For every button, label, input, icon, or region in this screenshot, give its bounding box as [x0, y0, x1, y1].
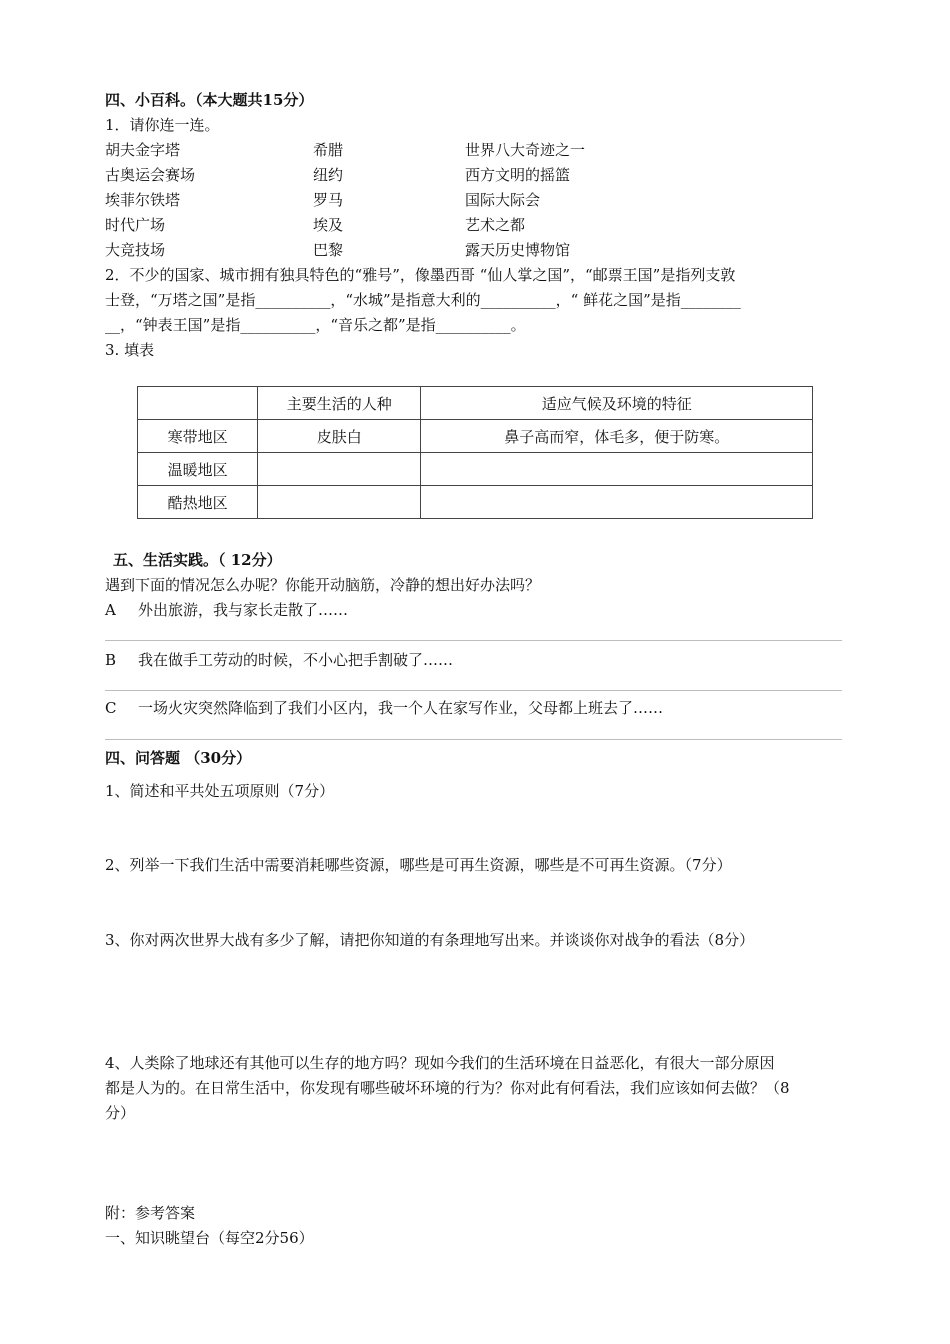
match-left-item: 时代广场: [105, 216, 166, 234]
question-4-line-1: 4、人类除了地球还有其他可以生存的地方吗？现如今我们的生活环境在日益恶化，有很大一部分原因: [105, 1054, 775, 1072]
table-cell: [258, 453, 421, 486]
race-climate-table: [137, 386, 813, 519]
match-left-item: 古奥运会赛场: [105, 166, 196, 184]
match-middle-item: 罗马: [313, 191, 344, 209]
table-cell: [258, 486, 421, 519]
option-text: 外出旅游，我与家长走散了……: [138, 601, 349, 619]
match-right-item: 露天历史博物馆: [465, 241, 571, 259]
table-header-cell: [138, 387, 258, 420]
question-2: 2、列举一下我们生活中需要消耗哪些资源，哪些是可再生资源，哪些是不可再生资源。（7分）: [105, 856, 732, 874]
match-left-item: 大竞技场: [105, 241, 166, 259]
table-cell: 鼻子高而窄，体毛多，便于防寒。: [421, 420, 813, 453]
table-cell: 温暖地区: [138, 453, 258, 486]
question-1: 1、简述和平共处五项原则（7分）: [105, 782, 335, 800]
table-row: [138, 453, 813, 486]
table-header-cell: 适应气候及环境的特征: [421, 387, 813, 420]
answer-line: [105, 739, 842, 740]
section6-heading: 四、问答题 （30分）: [105, 749, 252, 767]
section5-intro: 遇到下面的情况怎么办呢？你能开动脑筋，冷静的想出好办法吗？: [105, 576, 541, 594]
option-letter: C: [105, 699, 117, 717]
match-middle-item: 巴黎: [313, 241, 344, 259]
question-4-line-2: 都是人为的。在日常生活中，你发现有哪些破坏环境的行为？你对此有何看法，我们应该如何去做？（8: [105, 1079, 790, 1097]
option-letter: B: [105, 651, 117, 669]
table-cell: 酷热地区: [138, 486, 258, 519]
section5-heading: 五、生活实践。（ 12分）: [113, 551, 282, 569]
match-middle-item: 希腊: [313, 141, 344, 159]
appendix-title: 附：参考答案: [105, 1204, 196, 1222]
table-cell: [421, 486, 813, 519]
q3-title: 3. 填表: [105, 341, 155, 359]
q2-line-3: __，“钟表王国”是指__________，“音乐之都”是指__________。: [105, 316, 526, 334]
question-4-line-3: 分）: [105, 1104, 136, 1122]
answer-line: [105, 690, 842, 691]
table-cell: [421, 453, 813, 486]
q2-line-2: 士登，“万塔之国”是指__________，“水城”是指意大利的__________，“ 鲜花之国”是指________: [105, 291, 741, 309]
answer-line: [105, 640, 842, 641]
table-header-row: [138, 387, 813, 420]
q1-title: 1．请你连一连。: [105, 116, 220, 134]
table-cell: 寒带地区: [138, 420, 258, 453]
option-text: 我在做手工劳动的时候，不小心把手割破了……: [138, 651, 454, 669]
match-right-item: 西方文明的摇篮: [465, 166, 571, 184]
match-right-item: 国际大际会: [465, 191, 541, 209]
question-3: 3、你对两次世界大战有多少了解，请把你知道的有条理地写出来。并谈谈你对战争的看法（8分）: [105, 931, 755, 949]
match-middle-item: 埃及: [313, 216, 344, 234]
table-row: [138, 486, 813, 519]
option-letter: A: [105, 601, 116, 619]
match-left-item: 埃菲尔铁塔: [105, 191, 181, 209]
section4-heading: 四、小百科。（本大题共15分）: [105, 91, 314, 109]
table-cell: 皮肤白: [258, 420, 421, 453]
option-text: 一场火灾突然降临到了我们小区内，我一个人在家写作业，父母都上班去了……: [138, 699, 664, 717]
match-left-item: 胡夫金字塔: [105, 141, 181, 159]
table-row: [138, 420, 813, 453]
match-right-item: 世界八大奇迹之一: [465, 141, 586, 159]
q2-line-1: 2．不少的国家、城市拥有独具特色的“雅号”，像墨西哥 “仙人掌之国”，“邮票王国”是指列支敦: [105, 266, 736, 284]
match-middle-item: 纽约: [313, 166, 344, 184]
table-header-cell: 主要生活的人种: [258, 387, 421, 420]
appendix-line-1: 一、知识眺望台（每空2分56）: [105, 1229, 314, 1247]
match-right-item: 艺术之都: [465, 216, 526, 234]
